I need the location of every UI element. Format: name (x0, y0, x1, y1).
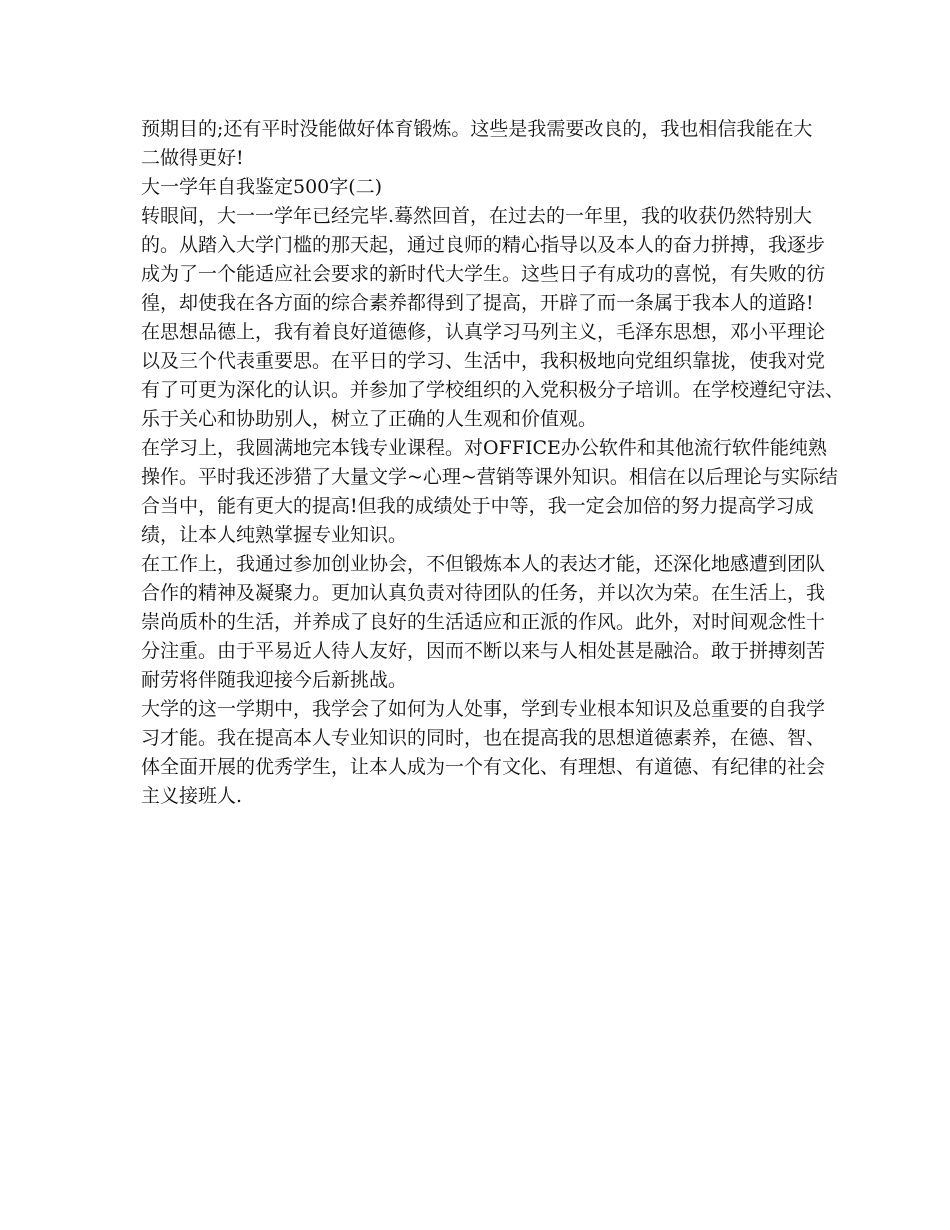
text-line: 主义接班人. (141, 785, 243, 807)
text-line: 在学习上，我圆满地完本钱专业课程。对OFFICE办公软件和其他流行软件能纯熟 (141, 437, 827, 459)
text-line: 以及三个代表重要思。在平日的学习、生活中，我积极地向党组织靠拢，使我对党 (141, 350, 826, 372)
text-line: 合作的精神及凝聚力。更加认真负责对待团队的任务，并以次为荣。在生活上，我 (141, 582, 826, 604)
text-line: 大学的这一学期中，我学会了如何为人处事，学到专业根本知识及总重要的自我学 (141, 698, 826, 720)
text-line: 在思想品德上，我有着良好道德修，认真学习马列主义，毛泽东思想，邓小平理论 (141, 321, 826, 343)
text-line: 耐劳将伴随我迎接今后新挑战。 (141, 669, 408, 691)
text-line: 分注重。由于平易近人待人友好，因而不断以来与人相处甚是融洽。敢于拼搏刻苦 (141, 640, 826, 662)
section-heading: 大一学年自我鉴定500字(二) (141, 176, 383, 198)
text-line: 成为了一个能适应社会要求的新时代大学生。这些日子有成功的喜悦，有失败的彷 (141, 263, 826, 285)
text-line: 操作。平时我还涉猎了大量文学~心理~营销等课外知识。相信在以后理论与实际结 (141, 466, 838, 488)
text-line: 转眼间，大一一学年已经完毕.蓦然回首，在过去的一年里，我的收获仍然特别大 (141, 205, 813, 227)
text-line: 的。从踏入大学门槛的那天起，通过良师的精心指导以及本人的奋力拼搏，我逐步 (141, 234, 826, 256)
text-line: 体全面开展的优秀学生，让本人成为一个有文化、有理想、有道德、有纪律的社会 (141, 756, 826, 778)
text-line: 乐于关心和协助别人，树立了正确的人生观和价值观。 (141, 408, 598, 430)
text-line: 合当中，能有更大的提高!但我的成绩处于中等，我一定会加倍的努力提高学习成 (141, 495, 814, 517)
text-line: 在工作上，我通过参加创业协会，不但锻炼本人的表达才能，还深化地感遭到团队 (141, 553, 826, 575)
text-line: 崇尚质朴的生活，并养成了良好的生活适应和正派的作风。此外，对时间观念性十 (141, 611, 826, 633)
document-body (141, 115, 845, 811)
text-line: 习才能。我在提高本人专业知识的同时，也在提高我的思想道德素养，在德、智、 (141, 727, 826, 749)
text-line: 二做得更好! (141, 147, 244, 169)
text-line: 预期目的;还有平时没能做好体育锻炼。这些是我需要改良的，我也相信我能在大 (141, 118, 813, 140)
text-line: 绩，让本人纯熟掌握专业知识。 (141, 524, 408, 546)
text-line: 有了可更为深化的认识。并参加了学校组织的入党积极分子培训。在学校遵纪守法、 (141, 379, 845, 401)
text-line: 徨，却使我在各方面的综合素养都得到了提高，开辟了而一条属于我本人的道路! (141, 292, 814, 314)
